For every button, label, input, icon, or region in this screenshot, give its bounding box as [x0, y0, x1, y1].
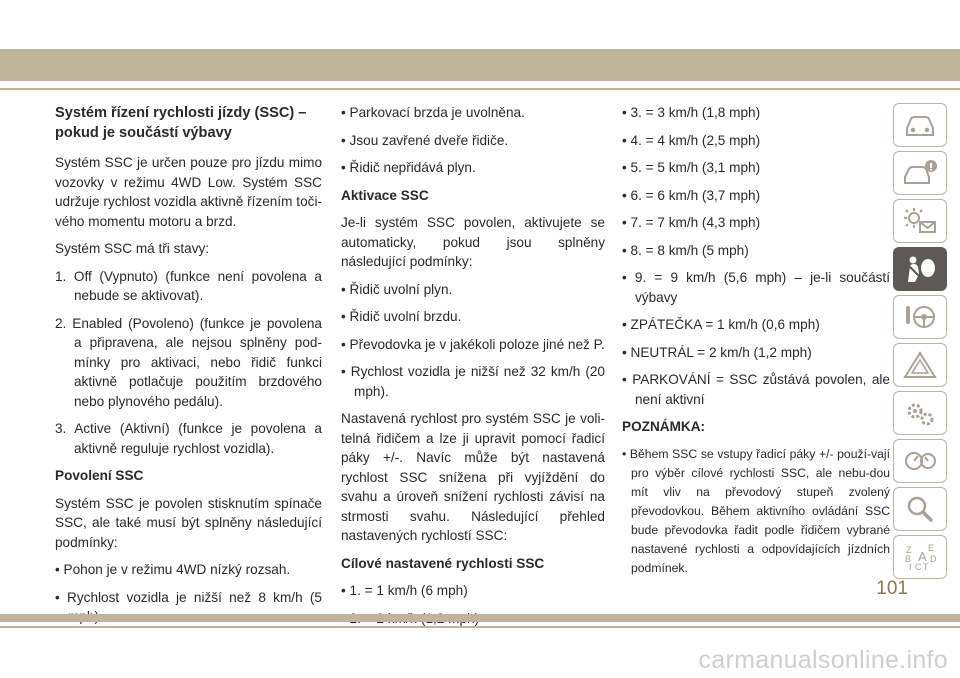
tab-dashboard-gauges[interactable]: [893, 439, 947, 483]
tab-search-index[interactable]: [893, 487, 947, 531]
list-item: • 3. = 3 km/h (1,8 mph): [622, 105, 761, 120]
tab-car-front[interactable]: [893, 103, 947, 147]
car-info-icon: [902, 158, 938, 188]
tab-car-info[interactable]: [893, 151, 947, 195]
tab-seatbelt-airbag[interactable]: [893, 247, 947, 291]
warning-lights-icon: [902, 206, 938, 236]
tab-warning-lights[interactable]: [893, 199, 947, 243]
footer-band: [0, 614, 960, 622]
page-number: 101: [876, 578, 908, 599]
car-front-icon: [902, 110, 938, 140]
index-letter: A: [918, 549, 927, 564]
paragraph: Systém SSC je povolen stisknutím spínače SSC, ale také musí být splněny následující podmínky:: [55, 495, 322, 550]
list-item: • 7. = 7 km/h (4,3 mph): [622, 215, 761, 230]
index-letter: Z: [906, 545, 912, 555]
tab-language-index[interactable]: [893, 535, 947, 579]
tab-hazard-triangle[interactable]: [893, 343, 947, 387]
paragraph: Systém SSC je určen pouze pro jízdu mimo vozovky v režimu 4WD Low. Systém SSC udržuje rychlost vozidla aktivně řízením toči-vého momentu motoru a brzd.: [55, 155, 322, 229]
search-index-icon: [902, 494, 938, 524]
hazard-triangle-icon: [902, 350, 938, 380]
column-2: [341, 103, 605, 636]
list-item: • 5. = 5 km/h (3,1 mph): [622, 160, 761, 175]
list-item: • Parkovací brzda je uvolněna.: [341, 105, 525, 120]
note-heading: POZNÁMKA:: [622, 419, 706, 434]
header-rule: [0, 88, 960, 90]
tab-steering-wheel-key[interactable]: [893, 295, 947, 339]
list-item: 1. Off (Vypnuto) (funkce není povolena a nebude se aktivovat).: [55, 268, 322, 303]
steering-wheel-key-icon: [902, 302, 938, 332]
list-item: • Rychlost vozidla je nižší než 8 km/h (5: [55, 589, 322, 605]
list-item: • 9. = 9 km/h (5,6 mph) – je-li součástí výbavy: [622, 270, 890, 305]
list-item: • Řidič uvolní brzdu.: [341, 309, 462, 324]
index-letter: C: [915, 562, 922, 572]
list-item: • Řidič uvolní plyn.: [341, 281, 453, 297]
list-item: • Převodovka je v jakékoli poloze jiné než P.: [341, 336, 605, 352]
index-letter: E: [928, 543, 935, 553]
language-index-icon: [902, 542, 938, 572]
index-letter: B: [905, 554, 912, 564]
header-band: [0, 49, 960, 81]
note-text: • Během SSC se vstupy řadicí páky +/- použí-vají pro výběr cílové rychlosti SSC, ale nebu-dou mít vliv na převodový stupeň zvolený převodovkou. Během aktivního ovládání SSC bude převodovka řadit podle řidičem vybrané nastavené rychlosti a odpovídajících jízdních podmínek.: [622, 446, 890, 575]
list-item: • Jsou zavřené dveře řidiče.: [341, 132, 509, 148]
seatbelt-airbag-icon: [902, 254, 938, 284]
list-item: • PARKOVÁNÍ = SSC zůstává povolen, ale není aktivní: [622, 372, 890, 407]
watermark[interactable]: carmanualsonline.info: [698, 646, 948, 674]
subheading: Povolení SSC: [55, 468, 144, 483]
tab-service-gears[interactable]: [893, 391, 947, 435]
list-item: 2. Enabled (Povoleno) (funkce je povolena a připravena, ale nejsou splněny pod-mínky pro aktivaci, nebo řidič funkci aktivně potlačuje použitím brzdového nebo plynového pedálu).: [55, 315, 322, 409]
list-item: • 8. = 8 km/h (5 mph): [622, 242, 749, 258]
index-letter: D: [930, 554, 937, 564]
paragraph: Nastavená rychlost pro systém SSC je voli-telná řidičem a lze ji upravit pomocí řadicí páky +/-. Navíc může být nastavená rychlost SSC snížena při vyjíždění do svahu a úroveň snížení rychlosti závisí na strmosti svahu. Následující přehled nastavených rychlostí SSC:: [341, 411, 605, 543]
section-title: Systém řízení rychlosti jízdy (SSC) – pokud je součástí výbavy: [55, 105, 307, 141]
index-letter: I: [909, 562, 912, 572]
index-letter: T: [923, 562, 929, 572]
list-item: 3. Active (Aktivní) (funkce je povolena a aktivně reguluje rychlost vozidla).: [55, 421, 322, 456]
column-3: [622, 103, 890, 586]
paragraph: Systém SSC má tři stavy:: [55, 241, 210, 256]
list-item: • Řidič nepřidává plyn.: [341, 160, 476, 175]
footer-rule: [0, 626, 960, 628]
service-gears-icon: [902, 398, 938, 428]
subheading: Cílové nastavené rychlosti SSC: [341, 555, 545, 571]
dashboard-gauges-icon: [902, 446, 938, 476]
list-item: • Pohon je v režimu 4WD nízký rozsah.: [55, 562, 291, 577]
subheading: Aktivace SSC: [341, 187, 429, 203]
list-item: • 6. = 6 km/h (3,7 mph): [622, 187, 761, 203]
paragraph: Je-li systém SSC povolen, aktivujete se automaticky, pokud jsou splněny následující podmínky:: [341, 215, 605, 269]
list-item: • ZPÁTEČKA = 1 km/h (0,6 mph): [622, 317, 820, 332]
list-item: • 1. = 1 km/h (6 mph): [341, 583, 468, 598]
list-item: • Rychlost vozidla je nižší než 32 km/h (20 mph).: [341, 364, 605, 399]
column-1: [55, 103, 322, 635]
list-item: • NEUTRÁL = 2 km/h (1,2 mph): [622, 344, 812, 360]
list-item: • 4. = 4 km/h (2,5 mph): [622, 132, 761, 148]
